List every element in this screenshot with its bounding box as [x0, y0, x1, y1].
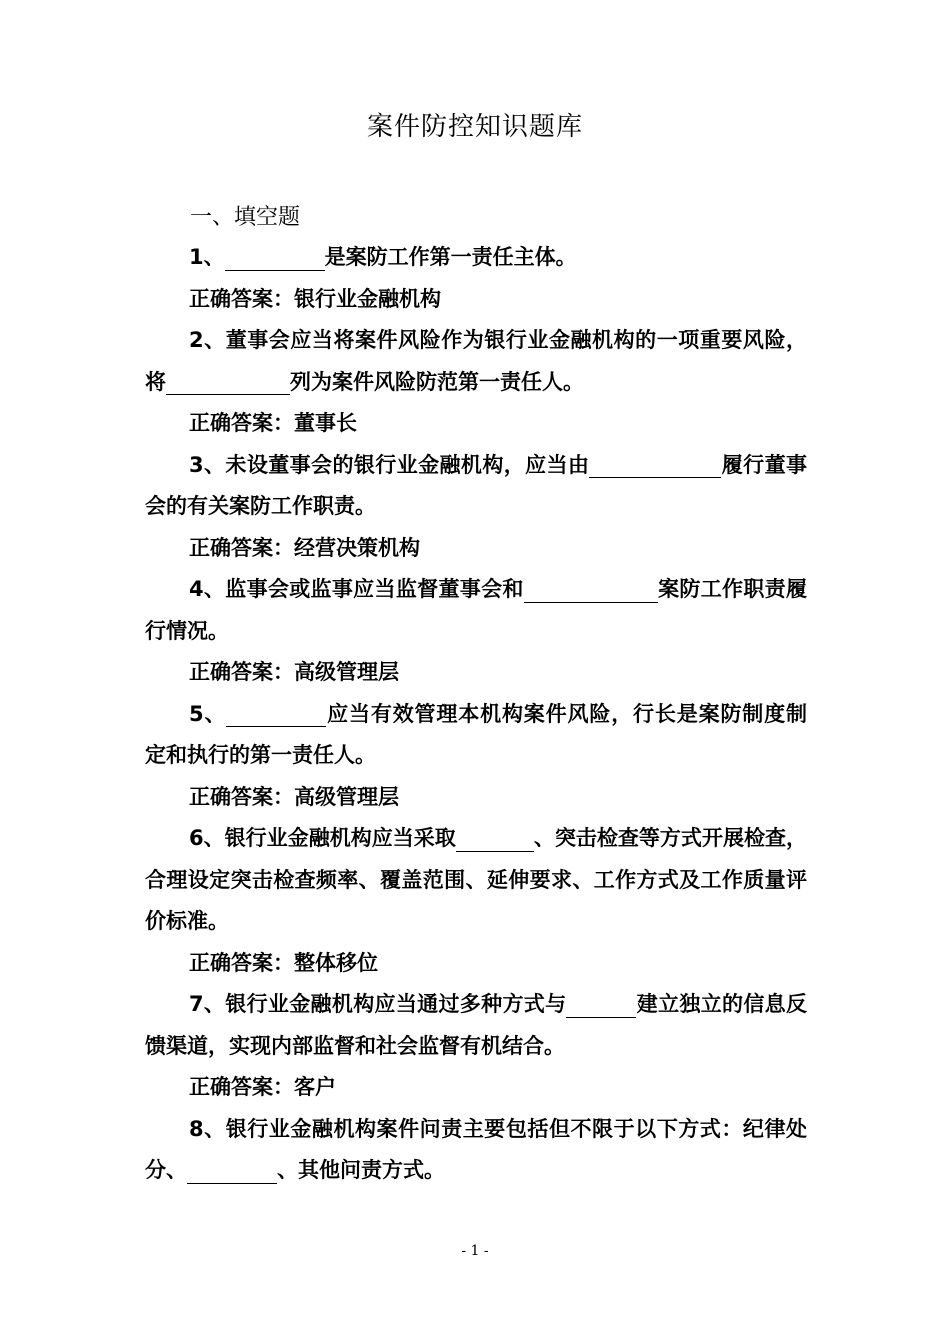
- answer-blank: [225, 248, 325, 271]
- answer-blank: [226, 704, 326, 727]
- question-8: 8、银行业金融机构案件问责主要包括但不限于以下方式：纪律处分、 、其他问责方式。: [145, 1116, 807, 1182]
- page-number: - 1 -: [461, 1243, 489, 1259]
- answer-4: 正确答案：高级管理层: [189, 660, 399, 684]
- question-list: [145, 237, 807, 1192]
- answer-3: 正确答案：经营决策机构: [189, 535, 420, 560]
- question-2: 2、董事会应当将案件风险作为银行业金融机构的一项重要风险，将 列为案件风险防范第一责任人。: [145, 328, 807, 394]
- question-6: 6、银行业金融机构应当采取 、突击检查等方式开展检查，合理设定突击检查频率、覆盖范围、延伸要求、工作方式及工作质量评价标准。: [145, 826, 807, 933]
- answer-blank: [456, 829, 534, 852]
- answer-5: 正确答案：高级管理层: [189, 784, 399, 809]
- page-title: 案件防控知识题库: [366, 112, 583, 142]
- question-7: 7、银行业金融机构应当通过多种方式与 建立独立的信息反馈渠道，实现内部监督和社会监督有机结合。: [145, 992, 807, 1058]
- answer-blank: [187, 1161, 277, 1184]
- answer-blank: [166, 372, 290, 395]
- answer-blank: [589, 455, 721, 478]
- answer-blank: [524, 580, 658, 603]
- section-heading: 一、填空题: [190, 205, 301, 230]
- answer-blank: [566, 995, 636, 1018]
- answer-1: 正确答案：银行业金融机构: [189, 286, 441, 311]
- question-5: 5、 应当有效管理本机构案件风险，行长是案防制度制定和执行的第一责任人。: [145, 701, 807, 767]
- answer-7: 正确答案：客户: [189, 1075, 336, 1099]
- answer-2: 正确答案：董事长: [189, 411, 357, 435]
- answer-6: 正确答案：整体移位: [189, 950, 378, 975]
- question-1: 1、 是案防工作第一责任主体。: [189, 245, 577, 269]
- question-3: 3、未设董事会的银行业金融机构，应当由 履行董事会的有关案防工作职责。: [145, 452, 807, 518]
- question-4: 4、监事会或监事应当监督董事会和 案防工作职责履行情况。: [145, 577, 807, 643]
